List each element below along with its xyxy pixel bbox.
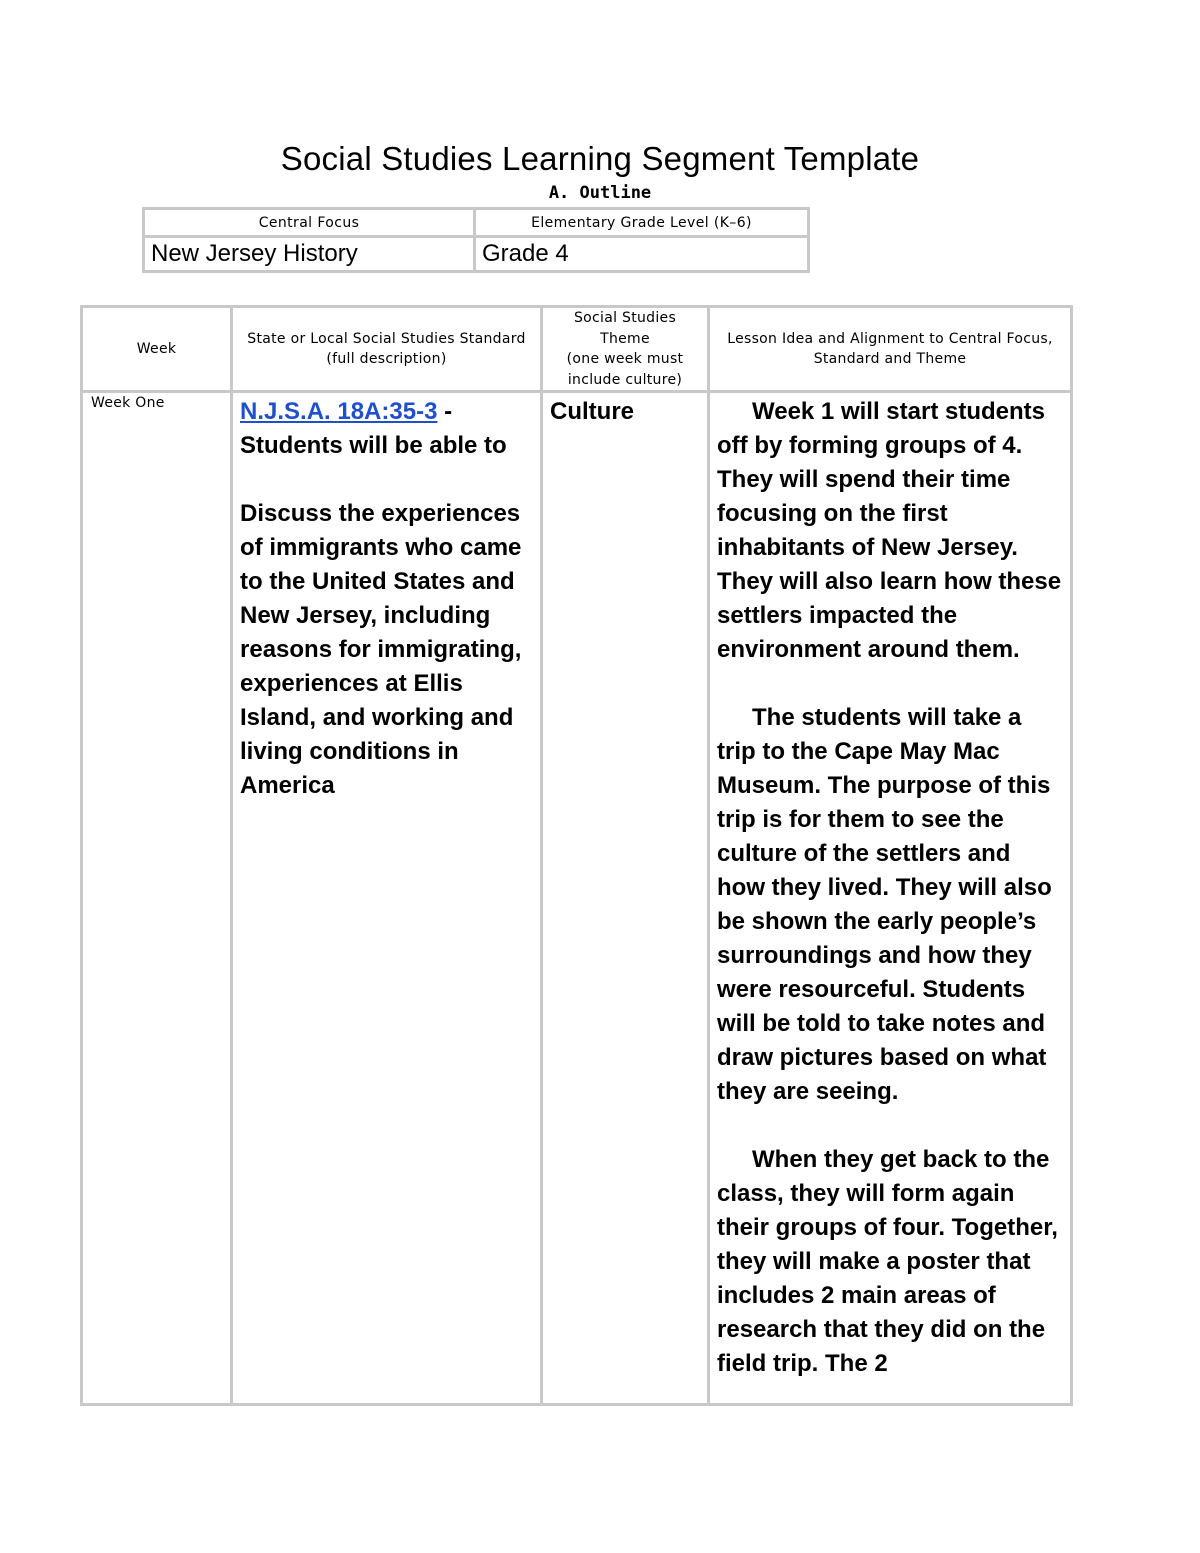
theme-cell: Culture bbox=[542, 392, 709, 1405]
theme-header-line: Social Studies bbox=[573, 310, 677, 326]
lesson-header-line: Lesson Idea and Alignment to Central Focus, bbox=[727, 330, 1053, 347]
theme-header-line: include culture) bbox=[567, 371, 683, 388]
focus-table bbox=[142, 207, 810, 273]
theme-header-line: Theme bbox=[600, 330, 650, 347]
theme-header bbox=[542, 307, 709, 392]
focus-value-row bbox=[144, 237, 809, 272]
learning-segment-table bbox=[80, 305, 1073, 1406]
standard-heading bbox=[240, 395, 534, 429]
standard-cell bbox=[232, 392, 542, 1405]
lesson-paragraph: When they get back to the class, they will form again their groups of four. Together, they will make a poster that includes 2 main areas of research that they did on the field trip. The 2 bbox=[717, 1146, 1058, 1377]
standard-description: Discuss the experiences of immigrants who came to the United States and New Jersey, including reasons for immigrating, experiences at Ellis Island, and working and living conditions in America bbox=[240, 500, 522, 799]
standard-link[interactable]: N.J.S.A. 18A:35-3 bbox=[240, 398, 438, 425]
standard-intro: Students will be able to bbox=[240, 432, 507, 459]
grade-level-header: Elementary Grade Level (K–6) bbox=[475, 209, 809, 237]
focus-header-row bbox=[144, 209, 809, 237]
standard-header-line: State or Local Social Studies Standard bbox=[247, 330, 526, 347]
standard-header-line: (full description) bbox=[326, 351, 447, 367]
section-subtitle: A. Outline bbox=[548, 183, 652, 203]
table-header-row bbox=[82, 307, 1072, 392]
lesson-header-line: Standard and Theme bbox=[813, 351, 967, 367]
grade-level-value: Grade 4 bbox=[475, 237, 809, 272]
table-row bbox=[82, 392, 1072, 1405]
lesson-paragraph: The students will take a trip to the Cape May Mac Museum. The purpose of this trip is for them to see the culture of the settlers and how they lived. They will also be shown the early people’s surroundings and how they were resourceful. Students will be told to take notes and draw pictures based on what they are seeing. bbox=[717, 704, 1052, 1105]
week-header bbox=[82, 307, 232, 392]
standard-dash: - bbox=[437, 398, 453, 425]
week-header-label: Week bbox=[136, 340, 177, 357]
standard-header bbox=[232, 307, 542, 392]
central-focus-header: Central Focus bbox=[144, 209, 475, 237]
lesson-paragraph: Week 1 will start students off by forming groups of 4. They will spend their time focusing on the first inhabitants of New Jersey. They will also learn how these settlers impacted the environment around them. bbox=[717, 398, 1062, 663]
lesson-cell bbox=[709, 392, 1072, 1405]
page-title: Social Studies Learning Segment Template bbox=[280, 140, 920, 177]
lesson-header bbox=[709, 307, 1072, 392]
week-cell: Week One bbox=[82, 392, 232, 1405]
theme-header-line: (one week must bbox=[566, 351, 684, 367]
central-focus-value: New Jersey History bbox=[144, 237, 475, 272]
